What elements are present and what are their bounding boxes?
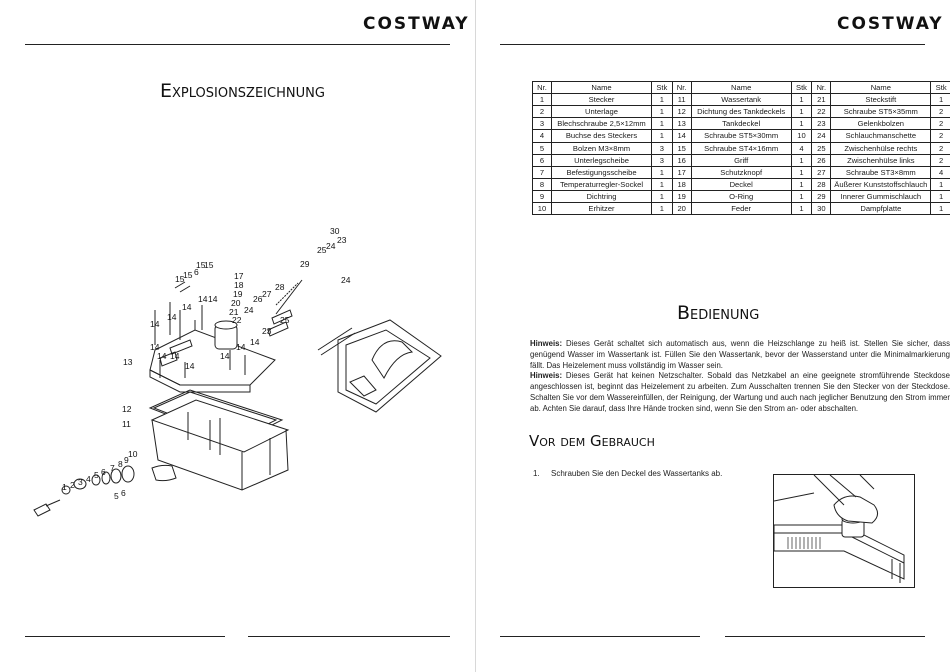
cell-stk: 1 [931, 94, 950, 106]
th-nr: Nr. [672, 82, 691, 94]
cell-stk: 2 [931, 154, 950, 166]
cell-stk: 1 [652, 130, 673, 142]
callout-6c: 6 [194, 267, 199, 277]
cell-nr: 19 [672, 190, 691, 202]
callout-14b: 14 [167, 312, 177, 322]
hinweis-2-label: Hinweis: [530, 371, 563, 380]
cell-name: Äußerer Kunststoffschlauch [831, 178, 931, 190]
cell-nr: 17 [672, 166, 691, 178]
th-name: Name [691, 82, 791, 94]
cell-name: Steckstift [831, 94, 931, 106]
cell-stk: 1 [652, 203, 673, 215]
cell-name: Schraube ST4×16mm [691, 142, 791, 154]
right-page [475, 0, 950, 672]
cell-stk: 1 [791, 94, 812, 106]
cell-nr: 30 [812, 203, 831, 215]
cell-nr: 23 [812, 118, 831, 130]
callout-27: 27 [262, 289, 272, 299]
footer-rule-right-r [725, 636, 925, 637]
callout-10: 10 [128, 449, 138, 459]
cell-stk: 1 [652, 178, 673, 190]
callout-24: 24 [244, 305, 254, 315]
hinweis-1-label: Hinweis: [530, 339, 563, 348]
hinweis-2-text: Dieses Gerät hat keinen Netzschalter. Sobald das Netzkabel an eine geeignete stromführende Steckdose angeschlossen ist, beginnt das Heizelement zu arbeiten. Zum Ausschalten trennen Sie den Stecker von der Steckdose. Schalten Sie vor dem Wassereinfüllen, der Reinigung, der Wartung und auch nach jeglicher Benutzung den Strom immer ab. Achten Sie darauf, dass Ihre Hände trocken sind, wenn Sie den Strom an- oder abschalten. [530, 371, 950, 413]
cell-name: Blechschraube 2,5×12mm [552, 118, 652, 130]
cell-stk: 1 [791, 203, 812, 215]
step-1-illustration [773, 474, 915, 588]
cell-nr: 3 [533, 118, 552, 130]
cell-nr: 21 [812, 94, 831, 106]
cell-nr: 2 [533, 106, 552, 118]
callout-30: 30 [330, 226, 340, 236]
callout-14f: 14 [170, 351, 180, 361]
cell-name: Bolzen M3×8mm [552, 142, 652, 154]
callout-14g: 14 [157, 351, 167, 361]
table-row [533, 154, 950, 166]
table-row [533, 190, 950, 202]
callout-24c: 24 [341, 275, 351, 285]
callout-2: 2 [70, 480, 75, 490]
cell-nr: 10 [533, 203, 552, 215]
callout-14h: 14 [185, 361, 195, 371]
th-stk: Stk [652, 82, 673, 94]
cell-nr: 24 [812, 130, 831, 142]
callout-4: 4 [86, 474, 91, 484]
tank-lid-illustration [774, 475, 914, 587]
cell-name: Griff [691, 154, 791, 166]
th-nr: Nr. [533, 82, 552, 94]
cell-name: Wassertank [691, 94, 791, 106]
cell-stk: 2 [931, 142, 950, 154]
footer-rule-left [25, 636, 225, 637]
cell-stk: 2 [931, 106, 950, 118]
callout-18: 18 [234, 280, 244, 290]
table-row [533, 94, 950, 106]
callout-15b: 15 [183, 270, 193, 280]
cell-nr: 11 [672, 94, 691, 106]
brand-logo-right: COSTWAY [837, 14, 944, 34]
cell-stk: 1 [791, 154, 812, 166]
cell-name: Unterlegscheibe [552, 154, 652, 166]
header-rule-right [500, 44, 925, 45]
parts-table [532, 81, 950, 215]
callout-20: 20 [231, 298, 241, 308]
cell-name: Schraube ST5×30mm [691, 130, 791, 142]
hinweis-1 [530, 338, 950, 371]
callout-5: 5 [94, 470, 99, 480]
cell-nr: 6 [533, 154, 552, 166]
callout-1: 1 [62, 482, 67, 492]
table-row [533, 166, 950, 178]
cell-nr: 4 [533, 130, 552, 142]
cell-stk: 1 [791, 106, 812, 118]
cell-nr: 27 [812, 166, 831, 178]
cell-stk: 1 [931, 178, 950, 190]
cell-stk: 4 [931, 166, 950, 178]
cell-name: Schraube ST3×8mm [831, 166, 931, 178]
cell-stk: 3 [652, 142, 673, 154]
cell-stk: 1 [791, 190, 812, 202]
table-header-row [533, 82, 950, 94]
cell-nr: 25 [812, 142, 831, 154]
callout-25: 25 [280, 315, 290, 325]
cell-name: Dichtring [552, 190, 652, 202]
parts-table-body [533, 94, 950, 215]
callout-26: 26 [253, 294, 263, 304]
tank-lid [150, 320, 275, 392]
brand-logo: COSTWAY [363, 14, 470, 34]
cell-nr: 5 [533, 142, 552, 154]
cell-nr: 28 [812, 178, 831, 190]
cell-stk: 4 [791, 142, 812, 154]
callout-8: 8 [118, 459, 123, 469]
callout-13: 13 [123, 357, 133, 367]
callout-14j: 14 [236, 342, 246, 352]
hinweis-2 [530, 370, 950, 414]
cell-name: Temperaturregler-Sockel [552, 178, 652, 190]
step-1-number: 1. [533, 469, 540, 478]
cell-name: Stecker [552, 94, 652, 106]
callout-9: 9 [124, 455, 129, 465]
cell-stk: 1 [791, 118, 812, 130]
cell-stk: 10 [791, 130, 812, 142]
cell-nr: 18 [672, 178, 691, 190]
table-row [533, 203, 950, 215]
callout-14d: 14 [198, 294, 208, 304]
step-1-text: Schrauben Sie den Deckel des Wassertanks ab. [551, 469, 723, 478]
section-title-vor-dem-gebrauch: Vor dem Gebrauch [529, 432, 655, 450]
cell-stk: 1 [791, 166, 812, 178]
callout-12: 12 [122, 404, 132, 414]
cell-name: Dampfplatte [831, 203, 931, 215]
cell-name: Deckel [691, 178, 791, 190]
callout-14k: 14 [250, 337, 260, 347]
cell-name: Schraube ST5×35mm [831, 106, 931, 118]
cell-name: Feder [691, 203, 791, 215]
callout-23: 23 [262, 326, 272, 336]
table-row [533, 142, 950, 154]
section-title-bedienung: Bedienung [677, 302, 760, 324]
cell-stk: 3 [652, 154, 673, 166]
footer-rule-left-r [500, 636, 700, 637]
callout-15a: 15 [175, 274, 185, 284]
page-title: Explosionszeichnung [160, 80, 325, 102]
th-stk: Stk [931, 82, 950, 94]
cell-stk: 1 [652, 118, 673, 130]
cell-nr: 13 [672, 118, 691, 130]
cell-stk: 1 [652, 106, 673, 118]
th-name: Name [831, 82, 931, 94]
cell-name: Tankdeckel [691, 118, 791, 130]
callout-6: 6 [101, 467, 106, 477]
callout-29: 29 [300, 259, 310, 269]
cell-nr: 20 [672, 203, 691, 215]
callout-19: 19 [233, 289, 243, 299]
callout-23b: 23 [337, 235, 347, 245]
cell-name: Dichtung des Tankdeckels [691, 106, 791, 118]
footer-rule-right [248, 636, 450, 637]
callout-6b: 6 [121, 488, 126, 498]
cell-nr: 26 [812, 154, 831, 166]
exploded-diagram [20, 210, 460, 570]
cell-name: Zwischenhülse links [831, 154, 931, 166]
cell-name: Gelenkbolzen [831, 118, 931, 130]
table-row [533, 118, 950, 130]
callout-5b: 5 [114, 491, 119, 501]
hinweis-1-text: Dieses Gerät schaltet sich automatisch aus, wenn die Heizschlange zu heiß ist. Stellen Sie sicher, dass genügend Wasser im Wassertank ist. Füllen Sie den Wassertank, bevor der Wasserstand unter die Minimalmarkierung fällt. Das Heizelement muss vollständig im Wasser sein. [530, 339, 950, 370]
callout-15c: 15 [196, 260, 206, 270]
callout-15d: 15 [204, 260, 214, 270]
cell-nr: 14 [672, 130, 691, 142]
cell-stk: 1 [931, 190, 950, 202]
cell-name: Erhitzer [552, 203, 652, 215]
th-stk: Stk [791, 82, 812, 94]
cell-nr: 15 [672, 142, 691, 154]
cell-name: Unterlage [552, 106, 652, 118]
callout-14e: 14 [150, 342, 160, 352]
cell-nr: 16 [672, 154, 691, 166]
table-row [533, 106, 950, 118]
cell-name: Schlauchmanschette [831, 130, 931, 142]
cell-name: Zwischenhülse rechts [831, 142, 931, 154]
callout-14c: 14 [182, 302, 192, 312]
callout-25b: 25 [317, 245, 327, 255]
callout-7: 7 [110, 463, 115, 473]
table-row [533, 130, 950, 142]
cell-stk: 1 [652, 166, 673, 178]
cell-nr: 7 [533, 166, 552, 178]
cell-name: Buchse des Steckers [552, 130, 652, 142]
cell-nr: 1 [533, 94, 552, 106]
header-rule [25, 44, 450, 45]
cell-name: Innerer Gummischlauch [831, 190, 931, 202]
callout-28: 28 [275, 282, 285, 292]
callout-22: 22 [232, 315, 242, 325]
callout-21: 21 [229, 307, 239, 317]
table-row [533, 178, 950, 190]
callout-11: 11 [122, 419, 131, 429]
cell-stk: 1 [931, 203, 950, 215]
callout-14i: 14 [220, 351, 230, 361]
th-name: Name [552, 82, 652, 94]
cell-stk: 2 [931, 130, 950, 142]
cell-nr: 29 [812, 190, 831, 202]
cell-nr: 8 [533, 178, 552, 190]
cell-nr: 9 [533, 190, 552, 202]
th-nr: Nr. [812, 82, 831, 94]
cell-name: Schutzknopf [691, 166, 791, 178]
callout-3: 3 [78, 477, 83, 487]
cell-name: Befestigungsscheibe [552, 166, 652, 178]
callout-14a: 14 [150, 319, 160, 329]
cell-name: O-Ring [691, 190, 791, 202]
callout-17: 17 [234, 271, 244, 281]
callout-24b: 24 [326, 241, 336, 251]
cell-nr: 22 [812, 106, 831, 118]
cell-stk: 1 [791, 178, 812, 190]
callout-14l: 14 [208, 294, 218, 304]
cell-stk: 2 [931, 118, 950, 130]
cell-nr: 12 [672, 106, 691, 118]
cell-stk: 1 [652, 190, 673, 202]
cell-stk: 1 [652, 94, 673, 106]
